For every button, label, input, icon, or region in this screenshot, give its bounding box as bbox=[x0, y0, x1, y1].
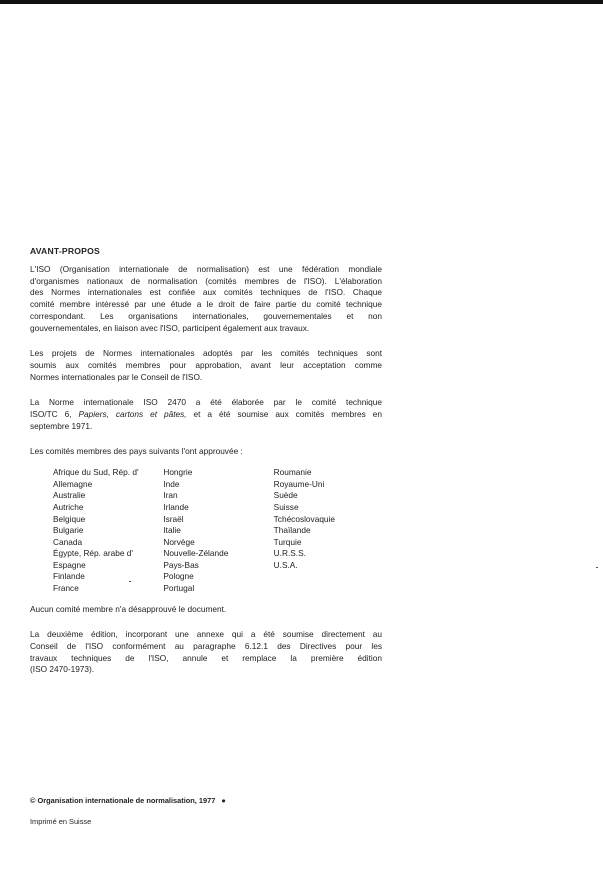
country-name: Autriche bbox=[53, 501, 84, 512]
country-name: Royaume-Uni bbox=[273, 478, 325, 489]
country-name: Espagne bbox=[53, 559, 86, 570]
country-list bbox=[53, 467, 382, 595]
country-name: Roumanie bbox=[273, 467, 312, 478]
paragraph-line: La Norme internationale ISO 2470 a été élaborée par le comité technique bbox=[30, 397, 382, 408]
paragraph-draft-standards bbox=[30, 348, 382, 383]
country-name: Australie bbox=[53, 490, 86, 501]
paragraph-second-edition bbox=[30, 629, 382, 676]
approval-intro bbox=[30, 446, 382, 458]
bullet-icon: ● bbox=[221, 796, 226, 805]
country-name: Pologne bbox=[163, 571, 194, 582]
country-name: Tchécoslovaquie bbox=[273, 513, 335, 524]
country-name: France bbox=[53, 583, 79, 594]
page-footer bbox=[30, 796, 226, 826]
paragraph-line: Les projets de Normes internationales adoptés par les comités techniques sont bbox=[30, 348, 382, 359]
country-name: Inde bbox=[163, 478, 180, 489]
paragraph-line: d'organismes nationaux de normalisation (comités membres de l'ISO). L'élaboration bbox=[30, 275, 382, 286]
country-column-2 bbox=[163, 467, 273, 595]
country-name: Thaïlande bbox=[273, 525, 311, 536]
paragraph-line: Les comités membres des pays suivants l'ont approuvée : bbox=[30, 446, 243, 457]
foreword-section bbox=[30, 246, 382, 690]
paragraph-line: travaux techniques de l'ISO, annule et remplace la première édition bbox=[30, 652, 382, 663]
paragraph-line: comité membre intéressé par une étude a le droit de faire partie du comité technique bbox=[30, 299, 382, 310]
country-name: Pays-Bas bbox=[163, 559, 199, 570]
country-name: Norvège bbox=[163, 536, 195, 547]
paragraph-line: soumis aux comités membres pour approbation, avant leur acceptation comme bbox=[30, 359, 382, 370]
country-name: Israël bbox=[163, 513, 184, 524]
country-name: Turquie bbox=[273, 536, 302, 547]
paragraph-line: Conseil de l'ISO conformément au paragraphe 6.12.1 des Directives pour les bbox=[30, 641, 382, 652]
committee-ref: ISO/TC 6, bbox=[30, 409, 72, 420]
copyright-icon: © bbox=[30, 796, 36, 805]
paragraph-line: Normes internationales par le Conseil de l'ISO. bbox=[30, 371, 203, 382]
copyright-text: Organisation internationale de normalisation, 1977 bbox=[37, 796, 216, 805]
country-name: Belgique bbox=[53, 513, 86, 524]
country-name: Canada bbox=[53, 536, 83, 547]
country-name: Afrique du Sud, Rép. d' bbox=[53, 467, 139, 478]
print-speck bbox=[129, 581, 131, 582]
country-name: Suède bbox=[273, 490, 298, 501]
country-name: Italie bbox=[163, 525, 181, 536]
country-name: Égypte, Rép. arabe d' bbox=[53, 548, 133, 559]
paragraph-line: L'ISO (Organisation internationale de normalisation) est une fédération mondiale bbox=[30, 264, 382, 274]
paragraph-line bbox=[30, 409, 382, 421]
country-name: Allemagne bbox=[53, 478, 93, 489]
country-column-3 bbox=[274, 467, 382, 595]
paragraph-line: gouvernementales, en liaison avec l'ISO, participent également aux travaux. bbox=[30, 322, 310, 333]
country-name: Suisse bbox=[273, 501, 299, 512]
copyright-line bbox=[30, 796, 226, 805]
paragraph-line: (ISO 2470-1973). bbox=[30, 664, 95, 675]
committee-title: Papiers, cartons et pâtes, bbox=[78, 409, 187, 420]
disapproval-note bbox=[30, 604, 382, 616]
paragraph-line: correspondant. Les organisations internationales, gouvernementales et non bbox=[30, 310, 382, 321]
country-name: Bulgarie bbox=[53, 525, 84, 536]
country-column-1 bbox=[53, 467, 163, 595]
paragraph-text: et a été soumise aux comités membres en bbox=[193, 409, 382, 420]
paragraph-iso-2470 bbox=[30, 397, 382, 432]
paragraph-iso-intro bbox=[30, 264, 382, 334]
country-name: Portugal bbox=[163, 583, 195, 594]
paragraph-line: des Normes internationales est confiée aux comités techniques de l'ISO. Chaque bbox=[30, 287, 382, 298]
country-name: U.R.S.S. bbox=[273, 548, 306, 559]
country-name: Finlande bbox=[53, 571, 85, 582]
country-name: Hongrie bbox=[163, 467, 193, 478]
paragraph-line: septembre 1971. bbox=[30, 420, 93, 431]
country-name: U.S.A. bbox=[273, 559, 298, 570]
paragraph-line: La deuxième édition, incorporant une annexe qui a été soumise directement au bbox=[30, 629, 382, 640]
country-name: Iran bbox=[163, 490, 178, 501]
paragraph-line: Aucun comité membre n'a désapprouvé le document. bbox=[30, 603, 227, 614]
country-name: Nouvelle-Zélande bbox=[163, 548, 229, 559]
print-speck bbox=[596, 567, 598, 568]
top-border-rule bbox=[0, 0, 603, 4]
printed-in: Imprimé en Suisse bbox=[30, 817, 92, 826]
foreword-heading: AVANT-PROPOS bbox=[30, 246, 100, 256]
country-name: Irlande bbox=[163, 501, 189, 512]
